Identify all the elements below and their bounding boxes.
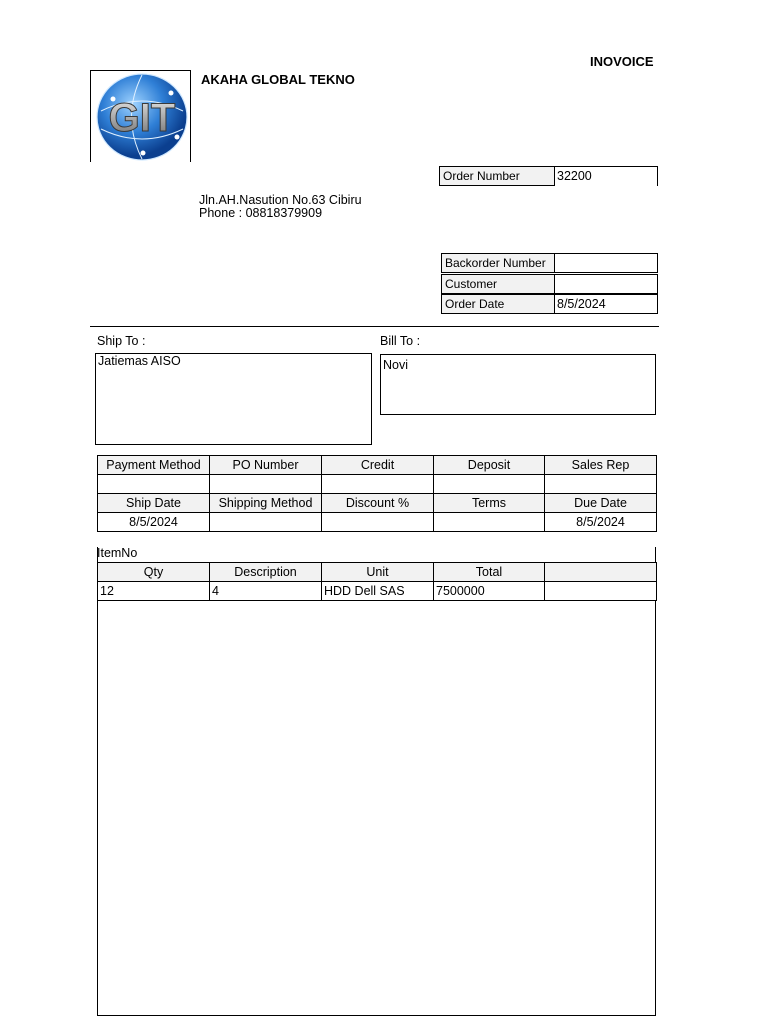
deposit-cell[interactable] (434, 475, 545, 494)
ship-to-box[interactable]: Jatiemas AISO (95, 353, 372, 445)
shipping-method-header: Shipping Method (210, 494, 322, 513)
customer-value[interactable] (554, 274, 658, 294)
due-date-cell[interactable]: 8/5/2024 (545, 513, 657, 532)
qty-header: Qty (98, 563, 210, 582)
order-info-table (97, 455, 657, 532)
total-cell[interactable]: 7500000 (434, 582, 545, 601)
info-value-row-1 (98, 475, 657, 494)
section-divider (90, 326, 659, 327)
total-header: Total (434, 563, 545, 582)
items-header-row (98, 563, 657, 582)
payment-method-header: Payment Method (98, 456, 210, 475)
po-number-header: PO Number (210, 456, 322, 475)
company-logo (90, 70, 191, 162)
company-phone: Phone : 08818379909 (199, 206, 323, 220)
customer-label: Customer (441, 274, 555, 294)
credit-cell[interactable] (322, 475, 434, 494)
company-address-block (199, 194, 362, 220)
terms-cell[interactable] (434, 513, 545, 532)
credit-header: Credit (322, 456, 434, 475)
extra-cell[interactable] (545, 582, 657, 601)
description-cell[interactable]: 4 (210, 582, 322, 601)
info-value-row-2 (98, 513, 657, 532)
sales-rep-cell[interactable] (545, 475, 657, 494)
ship-date-cell[interactable]: 8/5/2024 (98, 513, 210, 532)
order-date-label: Order Date (441, 294, 555, 314)
bill-to-box[interactable]: Novi (380, 354, 656, 415)
discount-header: Discount % (322, 494, 434, 513)
deposit-header: Deposit (434, 456, 545, 475)
table-row (98, 582, 657, 601)
company-name: AKAHA GLOBAL TEKNO (201, 72, 355, 87)
order-number-value[interactable]: 32200 (554, 166, 658, 186)
backorder-number-label: Backorder Number (441, 253, 555, 273)
extra-header (545, 563, 657, 582)
po-number-cell[interactable] (210, 475, 322, 494)
ship-date-header: Ship Date (98, 494, 210, 513)
globe-logo-icon (91, 71, 190, 162)
discount-cell[interactable] (322, 513, 434, 532)
qty-cell[interactable]: 12 (98, 582, 210, 601)
order-date-value[interactable]: 8/5/2024 (554, 294, 658, 314)
terms-header: Terms (434, 494, 545, 513)
order-number-label: Order Number (439, 166, 555, 186)
unit-header: Unit (322, 563, 434, 582)
items-body-area[interactable] (97, 601, 656, 1016)
document-title: INOVOICE (590, 54, 654, 69)
ship-to-label: Ship To : (97, 334, 146, 348)
due-date-header: Due Date (545, 494, 657, 513)
payment-method-cell[interactable] (98, 475, 210, 494)
company-address: Jln.AH.Nasution No.63 Cibiru (199, 193, 362, 207)
sales-rep-header: Sales Rep (545, 456, 657, 475)
logo-text: GIT (108, 96, 176, 140)
info-header-row-1 (98, 456, 657, 475)
description-header: Description (210, 563, 322, 582)
items-title-frame (97, 547, 656, 562)
bill-to-label: Bill To : (380, 334, 421, 348)
backorder-number-value[interactable] (554, 253, 658, 273)
items-section-title: ItemNo (97, 546, 138, 560)
info-header-row-2 (98, 494, 657, 513)
unit-cell[interactable]: HDD Dell SAS (322, 582, 434, 601)
items-table (97, 562, 657, 601)
shipping-method-cell[interactable] (210, 513, 322, 532)
